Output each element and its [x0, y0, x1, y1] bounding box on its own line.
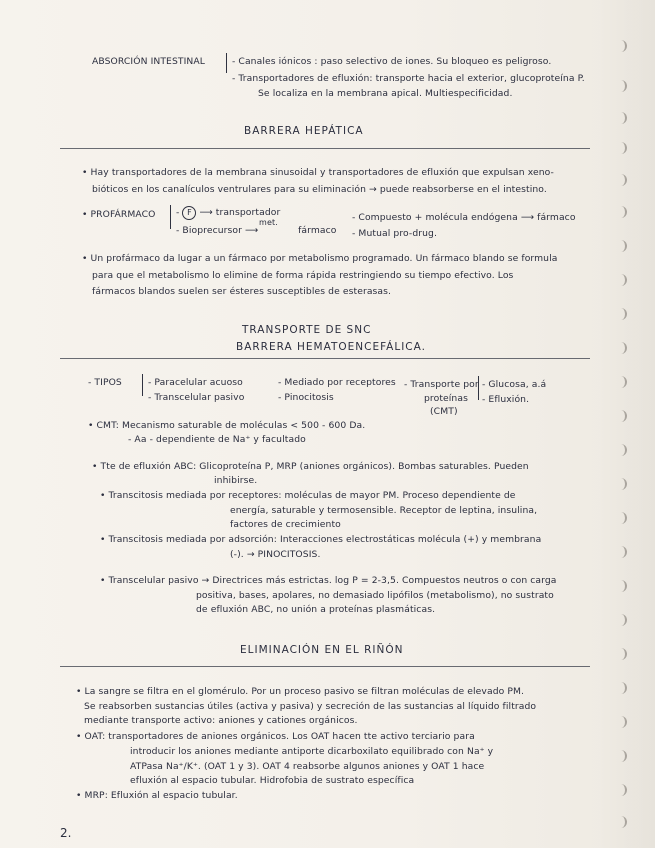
oat-line-1: • OAT: transportadores de aniones orgánicos. Los OAT hacen tte activo terciario para: [76, 731, 475, 742]
binder-ring: [615, 174, 627, 186]
section-rule: [60, 358, 590, 359]
tipo-proteinas: proteínas: [424, 393, 468, 404]
binder-ring: [615, 342, 627, 354]
abc-line-1: • Tte de efluxión ABC: Glicoproteína P, MRP (aniones orgánicos). Bombas saturables. Pueden: [92, 461, 529, 472]
tipo-paracelular: - Paracelular acuoso: [148, 377, 243, 388]
absorcion-line-2: - Transportadores de efluxión: transporte hacia el exterior, glucoproteína P.: [232, 73, 585, 84]
mrp-line: • MRP: Efluxión al espacio tubular.: [76, 790, 238, 801]
binder-ring: [615, 444, 627, 456]
cmt-line-2: - Aa - dependiente de Na⁺ y facultado: [128, 434, 306, 445]
met-label: met.: [259, 218, 278, 227]
profarmaco-label: • PROFÁRMACO: [82, 209, 156, 220]
binder-ring: [615, 308, 627, 320]
binder-ring: [615, 478, 627, 490]
rinon-bullet-1-line-2: Se reabsorben sustancias útiles (activa y pasiva) y secreción de las sustancias al líquido filtrado: [84, 701, 537, 712]
binder-ring: [615, 784, 627, 796]
binder-ring: [615, 816, 627, 828]
transcelular-pasivo-line-2: positiva, bases, apolares, no demasiado lipófilos (metabolismo), no sustrato: [196, 590, 554, 601]
transcelular-pasivo-line-3: de efluxión ABC, no unión a proteínas plasmáticas.: [196, 604, 436, 615]
transcitosis-receptores-line-3: factores de crecimiento: [230, 519, 341, 530]
binder-ring: [615, 80, 627, 92]
transcelular-pasivo-line-1: • Transcelular pasivo → Directrices más estrictas. log P = 2-3,5. Compuestos neutros o con carga: [100, 575, 557, 586]
binder-ring: [615, 750, 627, 762]
tipo-cmt: (CMT): [430, 406, 458, 417]
brace-tipos: [142, 374, 143, 396]
transcitosis-receptores-line-1: • Transcitosis mediada por receptores: moléculas de mayor PM. Proceso dependiente de: [100, 490, 516, 501]
binder-ring: [615, 274, 627, 286]
tipo-glucosa: - Glucosa, a.á: [482, 379, 547, 390]
binder-ring: [615, 682, 627, 694]
tipo-mediado: - Mediado por receptores: [278, 377, 396, 388]
binder-ring: [615, 614, 627, 626]
tipos-label: - TIPOS: [88, 377, 122, 388]
hepatica-bullet-3-line-2: para que el metabolismo lo elimine de forma rápida restringiendo su tiempo efectivo. Los: [92, 270, 514, 281]
f-circle-symbol: F: [182, 206, 196, 220]
cmt-line-1: • CMT: Mecanismo saturable de moléculas < 500 - 600 Da.: [88, 420, 366, 431]
binder-ring: [615, 142, 627, 154]
rinon-bullet-1-line-3: mediante transporte activo: aniones y cationes orgánicos.: [84, 715, 358, 726]
tipo-efluxion: - Efluxión.: [482, 394, 530, 405]
hepatica-bullet-3-line-1: • Un profármaco da lugar a un fármaco por metabolismo programado. Un fármaco blando se formula: [82, 253, 558, 264]
binder-ring: [615, 546, 627, 558]
section-rule: [60, 666, 590, 667]
oat-line-3: ATPasa Na⁺/K⁺. (OAT 1 y 3). OAT 4 reabsorbe algunos aniones y OAT 1 hace: [130, 761, 485, 772]
binder-ring: [615, 206, 627, 218]
biopre-row: [176, 218, 337, 237]
binder-ring: [615, 376, 627, 388]
transportador-label: transportador: [215, 207, 281, 218]
compuesto-line: - Compuesto + molécula endógena ⟶ fármaco: [352, 212, 576, 223]
farmaco-label: fármaco: [298, 225, 337, 236]
binder-ring: [615, 40, 627, 52]
transcitosis-receptores-line-2: energía, saturable y termosensible. Receptor de leptina, insulina,: [230, 505, 538, 516]
binder-ring: [615, 648, 627, 660]
abc-line-2: inhibirse.: [214, 475, 258, 486]
brace-absorcion: [226, 53, 227, 73]
rinon-bullet-1-line-1: • La sangre se filtra en el glomérulo. Por un proceso pasivo se filtran moléculas de elevado PM.: [76, 686, 525, 697]
oat-line-4: efluxión al espacio tubular. Hidrofobia de sustrato específica: [130, 775, 415, 786]
hepatica-bullet-3-line-3: fármacos blandos suelen ser ésteres susceptibles de esterasas.: [92, 286, 392, 297]
met-arrow: met. ⟶: [245, 218, 278, 236]
heading-barrera-hepatica: BARRERA HEPÁTICA: [244, 125, 364, 137]
binder-ring: [615, 580, 627, 592]
tipo-transporte-por: - Transporte por: [404, 379, 479, 390]
brace-profarmaco: [170, 205, 171, 229]
binder-ring: [615, 512, 627, 524]
section-rule: [60, 148, 590, 149]
tipo-pinocitosis: - Pinocitosis: [278, 392, 334, 403]
binder-ring: [615, 410, 627, 422]
absorcion-line-3: Se localiza en la membrana apical. Multiespecificidad.: [258, 88, 513, 99]
binder-ring: [615, 112, 627, 124]
mutual-line: - Mutual pro-drug.: [352, 228, 438, 239]
transcitosis-adsorcion-line-1: • Transcitosis mediada por adsorción: Interacciones electrostáticas molécula (+) y membrana: [100, 534, 542, 545]
brace-transporte: [478, 376, 479, 400]
tipo-transcelular: - Transcelular pasivo: [148, 392, 245, 403]
absorcion-label: ABSORCIÓN INTESTINAL: [92, 56, 205, 67]
binder-ring: [615, 240, 627, 252]
heading-transporte-snc: TRANSPORTE DE SNC: [242, 324, 372, 336]
oat-line-2: introducir los aniones mediante antiporte dicarboxilato equilibrado con Na⁺ y: [130, 746, 494, 757]
page-number: 2.: [60, 826, 72, 840]
hepatica-bullet-1-line-2: bióticos en los canalículos ventrulares para su eliminación → puede reabsorberse en el intestino.: [92, 184, 547, 195]
hepatica-bullet-1-line-1: • Hay transportadores de la membrana sinusoidal y transportadores de efluxión que expulsan xeno-: [82, 167, 554, 178]
binder-ring: [615, 716, 627, 728]
absorcion-line-1: - Canales iónicos : paso selectivo de iones. Su bloqueo es peligroso.: [232, 56, 552, 67]
profarmaco-f-row: - F ⟶ transportador: [176, 207, 281, 218]
transcitosis-adsorcion-line-2: (-). → PINOCITOSIS.: [230, 549, 321, 560]
heading-barrera-hematoencefalica: BARRERA HEMATOENCEFÁLICA.: [236, 341, 426, 353]
heading-eliminacion-rinon: ELIMINACIÓN EN EL RIÑÓN: [240, 644, 404, 656]
biopre-label: - Bioprecursor: [176, 225, 243, 236]
